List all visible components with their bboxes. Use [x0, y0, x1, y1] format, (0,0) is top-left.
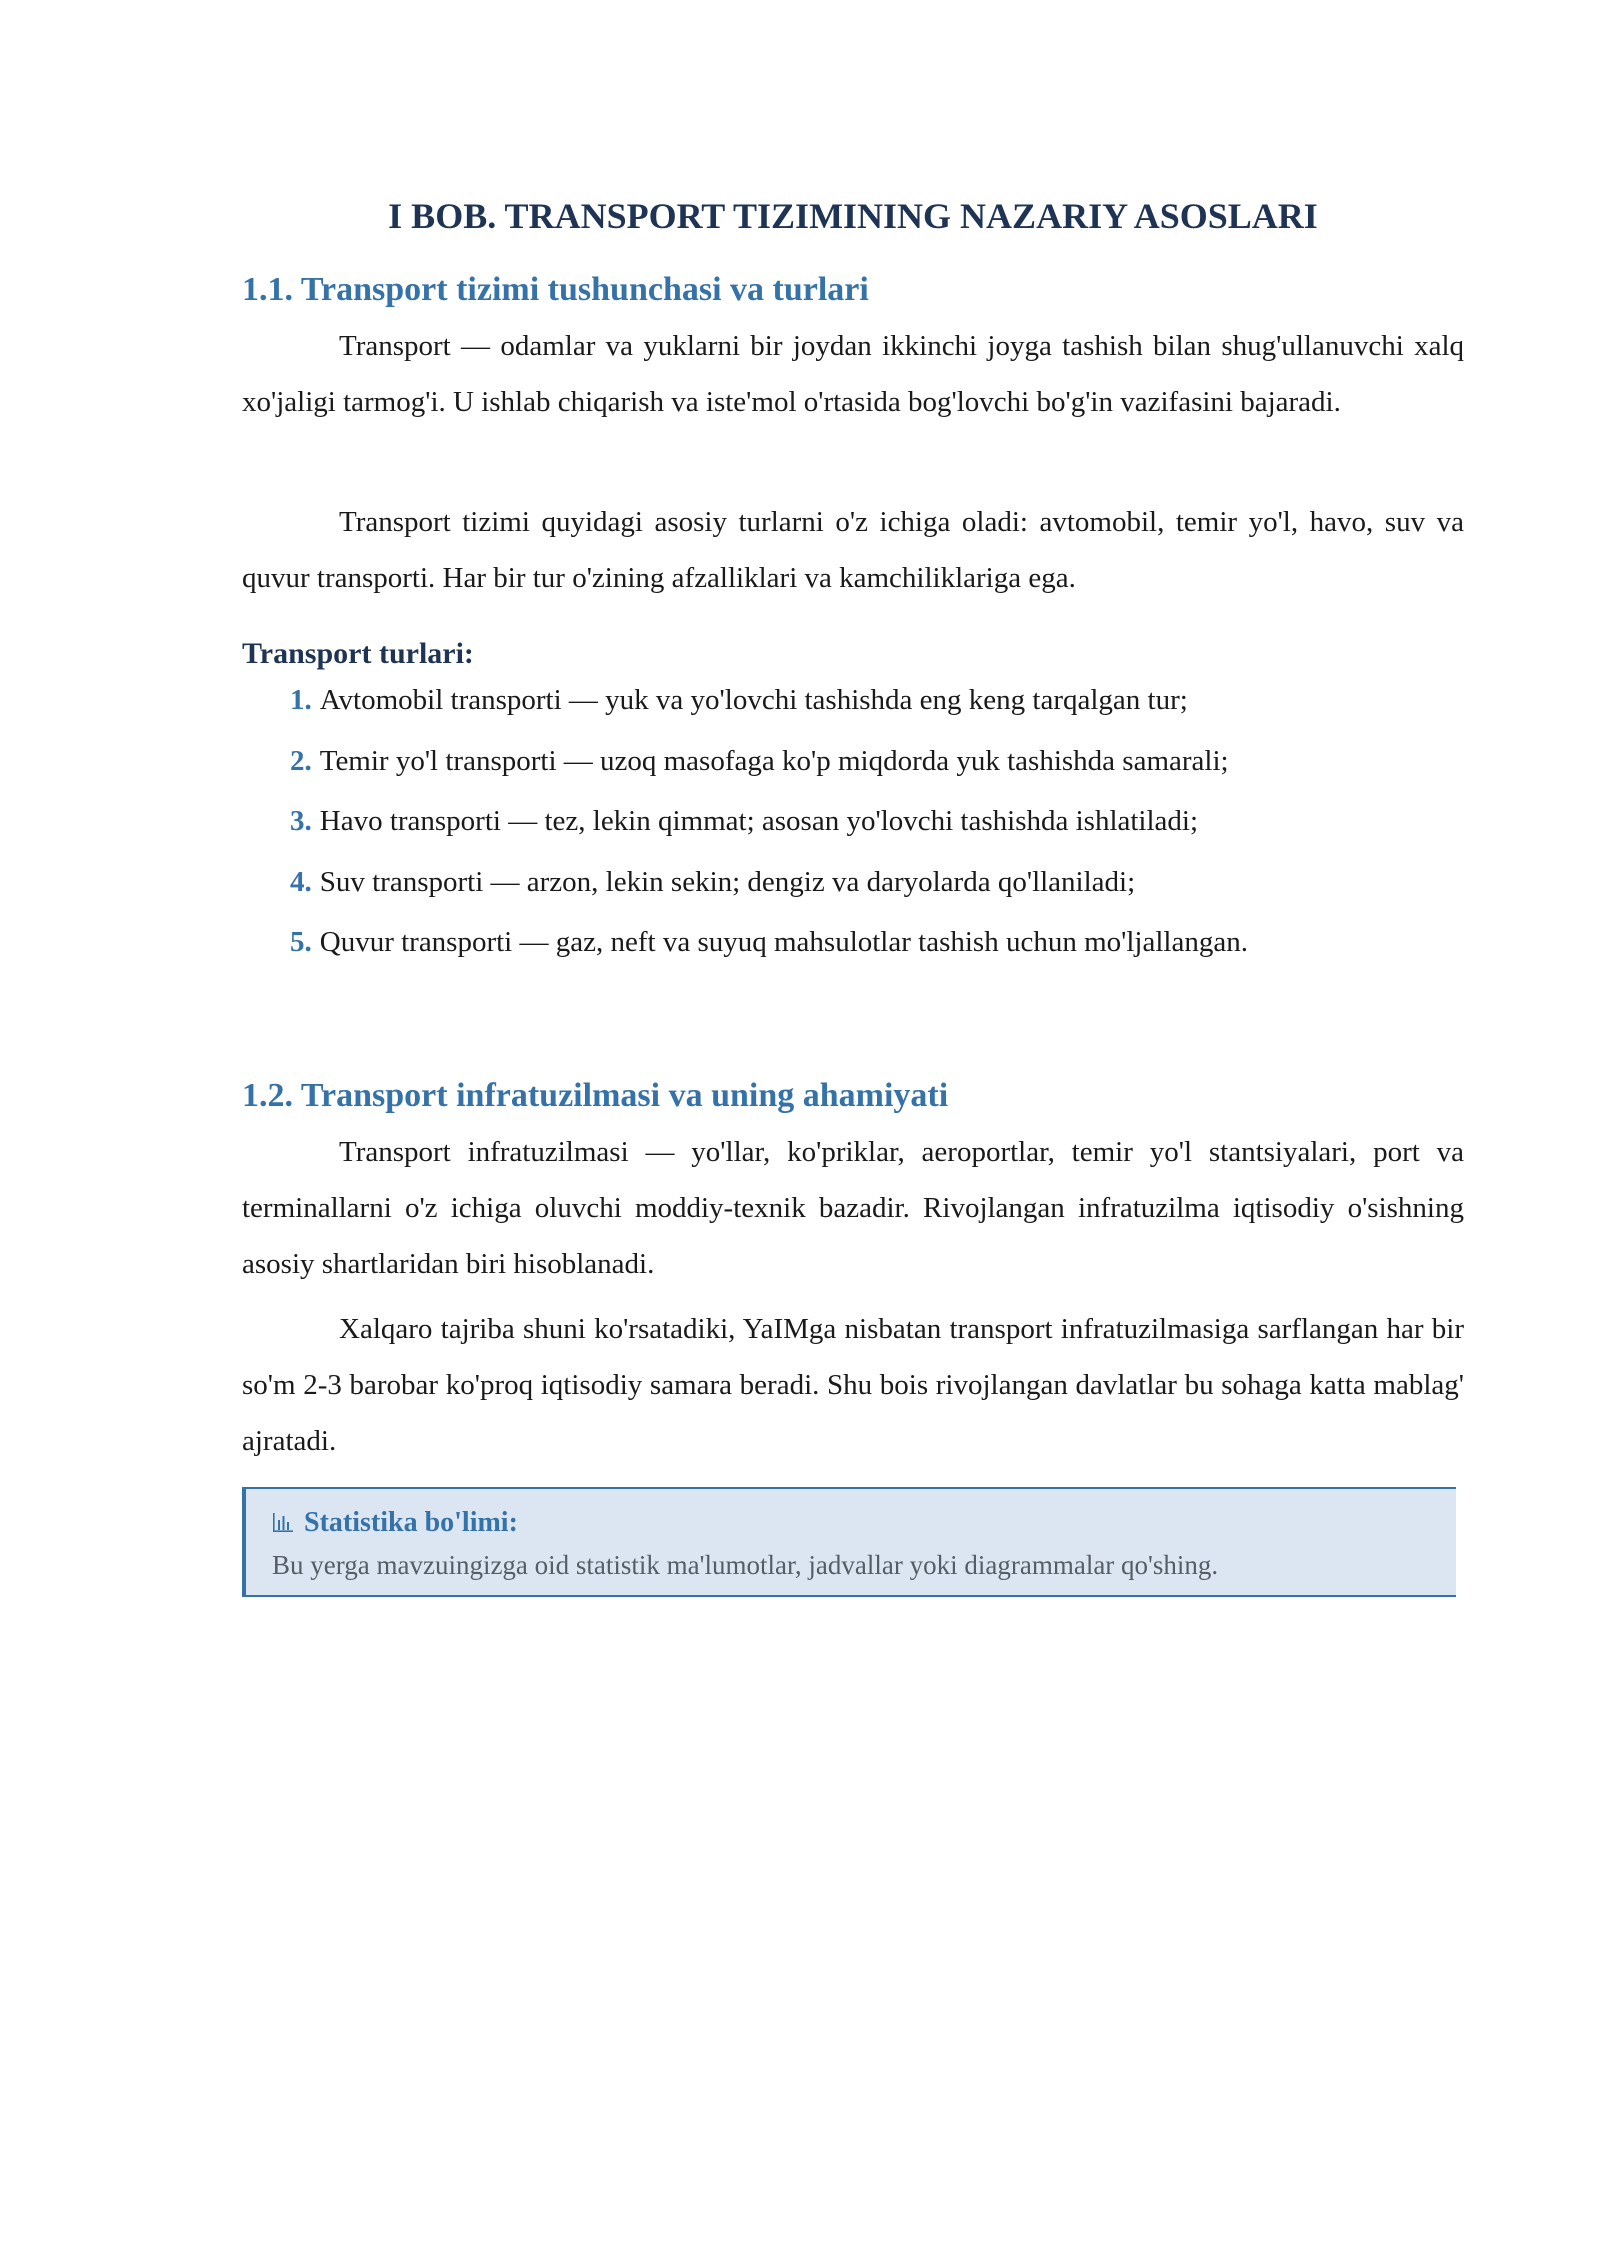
list-item-text: Quvur transporti — gaz, neft va suyuq mahsulotlar tashish uchun mo'ljallangan. [319, 926, 1248, 958]
list-item-number: 3. [290, 805, 312, 837]
list-item-text: Suv transporti — arzon, lekin sekin; dengiz va daryolarda qo'llaniladi; [319, 865, 1136, 898]
list-item-number: 5. [290, 926, 312, 958]
chapter-title: I BOB. TRANSPORT TIZIMINING NAZARIY ASOSLARI [388, 196, 1318, 236]
list-item [290, 741, 1248, 802]
list-item-number: 1. [290, 684, 312, 716]
list-item [290, 922, 1248, 983]
list-item-text: Havo transporti — tez, lekin qimmat; asosan yo'lovchi tashishda ishlatiladi; [319, 805, 1199, 837]
bar-chart-icon [272, 1505, 294, 1527]
section-2-title: 1.2. Transport infratuzilmasi va uning ahamiyati [242, 1077, 949, 1114]
list-item-number: 4. [290, 865, 312, 898]
statistics-callout-text: Bu yerga mavzuingizga oid statistik ma'lumotlar, jadvallar yoki diagrammalar qo'shing. [272, 1550, 1219, 1580]
list-item [290, 801, 1248, 862]
transport-types-heading: Transport turlari: [242, 637, 474, 670]
statistics-callout-title: Statistika bo'limi: [304, 1507, 518, 1538]
statistics-callout-title-row [272, 1503, 518, 1543]
list-item-number: 2. [290, 744, 312, 777]
section-2-paragraph-2: Xalqaro tajriba shuni ko'rsatadiki, YaIMga nisbatan transport infratuzilmasiga sarflangan har bir so'm 2-3 barobar ko'proq iqtisodiy samara beradi. Shu bois rivojlangan davlatlar bu sohaga katta mablag' ajratadi. [242, 1313, 1464, 1457]
section-1-title: 1.1. Transport tizimi tushunchasi va turlari [242, 271, 869, 308]
section-1-paragraph-1: Transport — odamlar va yuklarni bir joydan ikkinchi joyga tashish bilan shug'ullanuvchi xalq xo'jaligi tarmog'i. U ishlab chiqarish va iste'mol o'rtasida bog'lovchi bo'g'in vazifasini bajaradi. [242, 330, 1464, 418]
transport-types-list [290, 680, 1248, 983]
list-item [290, 680, 1248, 741]
statistics-callout [242, 1487, 1456, 1597]
list-item-text: Avtomobil transporti — yuk va yo'lovchi tashishda eng keng tarqalgan tur; [319, 684, 1188, 716]
list-item-text: Temir yo'l transporti — uzoq masofaga ko'p miqdorda yuk tashishda samarali; [319, 744, 1229, 777]
list-item [290, 862, 1248, 923]
section-1-paragraph-2: Transport tizimi quyidagi asosiy turlarni o'z ichiga oladi: avtomobil, temir yo'l, havo, suv va quvur transporti. Har bir tur o'zining afzalliklari va kamchiliklariga ega. [242, 506, 1464, 594]
section-2-paragraph-1: Transport infratuzilmasi — yo'llar, ko'priklar, aeroportlar, temir yo'l stantsiyalari, port va terminallarni o'z ichiga oluvchi moddiy-texnik bazadir. Rivojlangan infratuzilma iqtisodiy o'sishning asosiy shartlaridan biri hisoblanadi. [242, 1136, 1464, 1280]
